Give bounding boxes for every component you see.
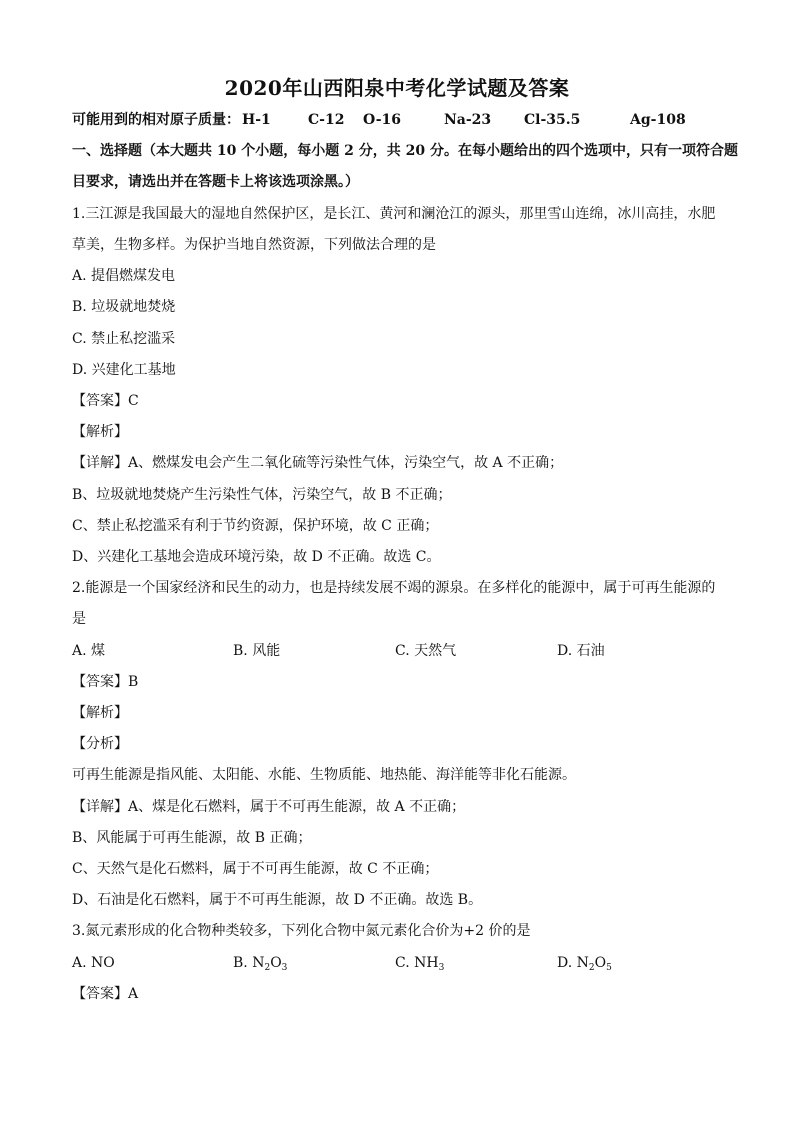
q2-detail-line: B、风能属于可再生能源，故 B 正确；	[72, 830, 312, 846]
q2-option-b: B. 风能	[233, 643, 281, 659]
q1-option-b: B. 垃圾就地焚烧	[72, 299, 176, 315]
q2-options-row	[72, 641, 732, 661]
q1-analysis-label: 【解析】	[72, 424, 128, 440]
q2-option-c: C. 天然气	[395, 643, 457, 659]
q2-detail-line: D、石油是化石燃料，属于不可再生能源，故 D 不正确。故选 B。	[72, 892, 483, 908]
q1-stem-line2: 草美，生物多样。为保护当地自然资源，下列做法合理的是	[72, 237, 436, 253]
q1-option-a: A. 提倡燃煤发电	[72, 268, 176, 284]
q2-stem-line1: 2.能源是一个国家经济和民生的动力，也是持续发展不竭的源泉。在多样化的能源中，属于可再生能源的	[72, 580, 716, 596]
q1-detail-line: B、垃圾就地焚烧产生污染性气体，污染空气，故 B 不正确；	[72, 487, 452, 503]
atomic-mass-label: 可能用到的相对原子质量：	[72, 112, 240, 128]
q3-option-d: D. $N_2O_5$	[557, 955, 612, 973]
atomic-mass-item: Cl-35.5	[524, 112, 581, 128]
q2-option-d: D. 石油	[557, 643, 605, 659]
q2-detail-line: 【详解】A、煤是化石燃料，属于不可再生能源，故 A 不正确；	[72, 799, 466, 815]
q3-answer: 【答案】A	[72, 986, 139, 1002]
atomic-mass-item: Na-23	[444, 112, 492, 128]
q1-option-d: D. 兴建化工基地	[72, 362, 176, 378]
q1-answer: 【答案】C	[72, 393, 139, 409]
q3-option-a: A. NO	[72, 955, 115, 971]
q1-detail-line: D、兴建化工基地会造成环境污染，故 D 不正确。故选 C。	[72, 549, 441, 565]
q3-option-c: C. $NH_3$	[395, 955, 445, 973]
atomic-mass-item: Ag-108	[630, 112, 686, 128]
q1-stem-line1: 1.三江源是我国最大的湿地自然保护区，是长江、黄河和澜沧江的源头，那里雪山连绵，冰川高挂，水肥	[72, 206, 716, 222]
section-heading-line1: 一、选择题（本大题共 10 个小题，每小题 2 分，共 20 分。在每小题给出的四个选项中，只有一项符合题	[72, 143, 738, 159]
q2-stem-line2: 是	[72, 611, 86, 627]
q2-answer: 【答案】B	[72, 674, 139, 690]
q1-option-c: C. 禁止私挖滥采	[72, 331, 176, 347]
q3-stem: 3.氮元素形成的化合物种类较多，下列化合物中氮元素化合价为+2 价的是	[72, 923, 531, 939]
q2-analysis-label: 【解析】	[72, 705, 128, 721]
atomic-mass-line	[72, 110, 686, 130]
q1-detail-line: 【详解】A、燃煤发电会产生二氧化硫等污染性气体，污染空气，故 A 不正确；	[72, 455, 564, 471]
q2-fenxi-text: 可再生能源是指风能、太阳能、水能、生物质能、地热能、海洋能等非化石能源。	[72, 767, 576, 783]
section-heading-line2: 目要求，请选出并在答题卡上将该选项涂黑。）	[72, 174, 359, 190]
atomic-mass-item: C-12	[308, 112, 345, 128]
q2-fenxi-label: 【分析】	[72, 736, 128, 752]
q2-option-a: A. 煤	[72, 643, 106, 659]
atomic-mass-item: O-16	[363, 112, 402, 128]
page-title: 2020年山西阳泉中考化学试题及答案	[224, 76, 570, 100]
q2-detail-line: C、天然气是化石燃料，属于不可再生能源，故 C 不正确；	[72, 861, 439, 877]
q1-detail-line: C、禁止私挖滥采有利于节约资源，保护环境，故 C 正确；	[72, 518, 439, 534]
q3-options-row	[72, 953, 732, 973]
atomic-mass-item: H-1	[242, 112, 271, 128]
q3-option-b: B. $N_2O_3$	[233, 955, 288, 973]
